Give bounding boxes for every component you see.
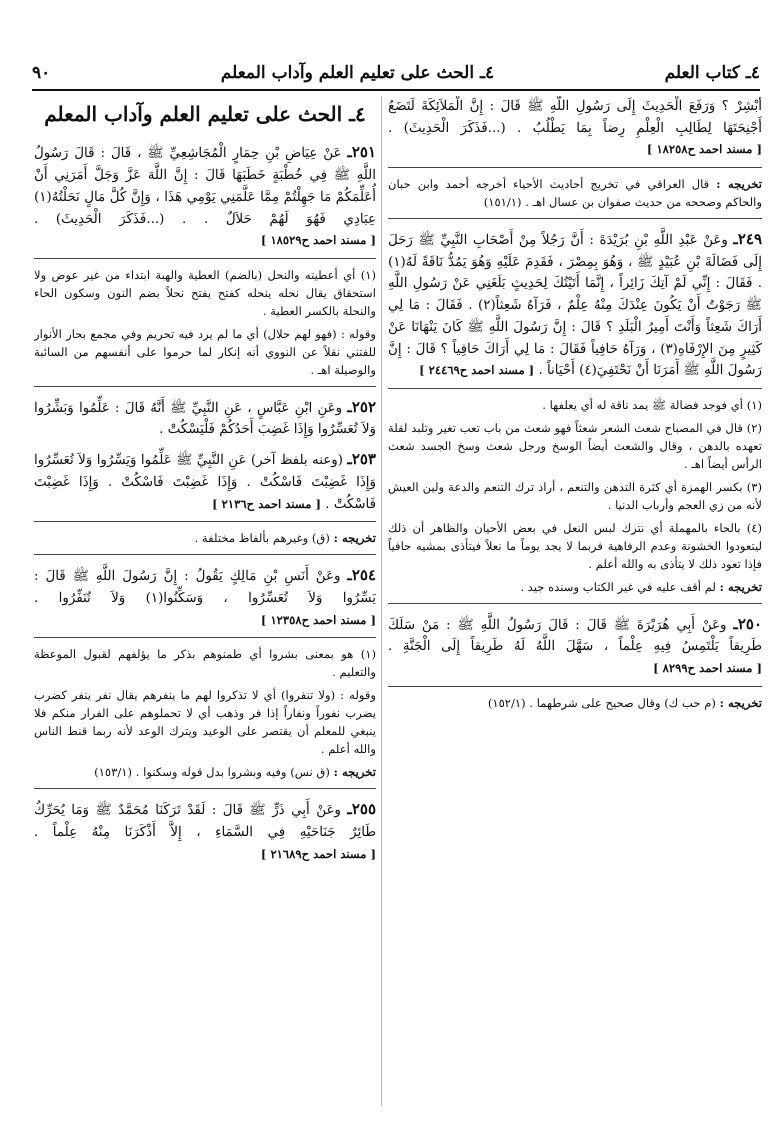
separator xyxy=(34,258,376,259)
hadith-text: (وعنه بلفظ آخر) عَنِ النَّبِيِّ ﷺ عَلِّمُوا وَيَسِّرُوا وَلاَ تُعَسِّرُوا وَإِذَا غَضِبْتَ فَاسْكُتْ . وَإِذَا غَضِبْتَ فَاسْكُتْ . وَإِذَا غَضِبْتَ فَاسْكُتْ . xyxy=(34,453,376,512)
hadith-text: عَنْ عِيَاضِ بْنِ حِمَارٍ الْمُجَاشِعِيِّ ﷺ ، قَالَ : قَالَ رَسُولُ اللَّهِ ﷺ فِي خُطْبَةٍ خَطَبَهَا قَالَ : إِنَّ اللَّهَ عَزَّ وَجَلَّ أَمَرَنِي أَنْ أُعَلِّمَكُمْ مَا جَهِلْتُمْ مِمَّا عَلَّمَنِي يَوْمِي هَذَا ، وَإِنَّ كُلَّ مَالٍ نَحَلْتُهُ(١) عِبَادِي فَهُوَ لَهُمْ حَلاَلٌ . . (...فَذَكَرَ الْحَدِيثَ) . xyxy=(34,146,376,227)
hadith-number: ٢٥٢ـ xyxy=(347,397,376,416)
separator xyxy=(34,521,376,522)
separator xyxy=(388,686,762,687)
column-divider xyxy=(381,96,382,1106)
hadith-source: [ مسند احمد ح١٢٣٥٨ ] xyxy=(260,612,376,627)
hadith-text: وعَنْ أَبِي ذَرٍّ ﷺ قَالَ : لَقَدْ تَرَكَنَا مُحَمَّدٌ ﷺ وَمَا يُحَرِّكُ طَائِرٌ جَنَاحَيْهِ فِي السَّمَاءِ ، إِلاَّ أَذْكَرَنَا مِنْهُ عِلْماً . xyxy=(34,803,376,840)
header-section: ٤ـ الحث على تعليم العلم وآداب المعلم xyxy=(220,63,495,83)
separator xyxy=(34,554,376,555)
hadith-number: ٢٥١ـ xyxy=(347,143,376,162)
takhrij-249 xyxy=(388,579,762,597)
hadith-252 xyxy=(34,395,376,441)
footnote: (١) هو بمعنى بشروا أي طمنوهم بذكر ما يؤلفهم لقبول الموعظة والتعليم . xyxy=(34,647,376,680)
hadith-248-continuation xyxy=(388,96,762,161)
separator xyxy=(34,788,376,789)
hadith-number: ٢٥٠ـ xyxy=(733,614,762,633)
hadith-number: ٢٥٣ـ xyxy=(347,450,376,469)
separator xyxy=(388,218,762,219)
hadith-255 xyxy=(34,797,376,865)
hadith-text: وعَنِ ابْنِ عَبَّاسٍ ، عَنِ النَّبِيِّ ﷺ أَنَّهُ قَالَ : عَلِّمُوا وَبَشِّرُوا وَلاَ تُعَسِّرُوا وَإِذَا غَضِبَ أَحَدُكُمْ فَلْيَسْكُتْ . xyxy=(34,400,376,438)
takhrij-253 xyxy=(34,530,376,548)
separator xyxy=(34,386,376,387)
takhrij-248 xyxy=(388,176,762,212)
footnote: (١) أي فوجد فضالة ﷺ يمد ناقة له أي يعلفها . xyxy=(542,397,762,412)
hadith-251 xyxy=(34,140,376,252)
takhrij-label: تخريجه : xyxy=(333,531,376,546)
hadith-249 xyxy=(388,227,762,382)
left-column xyxy=(34,96,376,1106)
takhrij-label: تخريجه : xyxy=(719,695,762,710)
hadith-text: وعَنْ أَبِي هُرَيْرَةَ ﷺ قَالَ : قَالَ رَسُولُ اللَّهِ ﷺ : مَنْ سَلَكَ طَرِيقاً يَلْتَمِسُ فِيهِ عِلْماً ، سَهَّلَ اللَّهُ لَهُ طَرِيقاً إِلَى الْجَنَّةِ . xyxy=(388,617,762,655)
hadith-source: [ مسند احمد ح٢١٦٨٩ ] xyxy=(260,846,376,861)
running-header xyxy=(32,58,760,88)
hadith-text: وعَنْ أَنَسِ بْنِ مَالِكٍ يَقُولُ : إِنَّ رَسُولَ اللَّهِ ﷺ قَالَ : يَسِّرُوا وَلاَ تُعَسِّرُوا ، وَسَكِّنُوا(١) وَلاَ تُنَفِّرُوا . xyxy=(34,569,376,606)
takhrij-label: تخريجه : xyxy=(333,765,376,780)
takhrij-250 xyxy=(388,695,762,713)
takhrij-label: تخريجه : xyxy=(716,177,762,192)
hadith-source: [ مسند احمد ح١٨٥٢٩ ] xyxy=(260,233,376,248)
takhrij-label: تخريجه : xyxy=(719,579,762,594)
takhrij-text: (م حب ك) وقال صحيح على شرطهما . (١٥٢/١) xyxy=(487,695,716,710)
hadith-source: [ مسند احمد ح١٨٢٥٨ ] xyxy=(646,142,762,157)
footnote: (١) أي أعطيته والنحل (بالضم) العطية والهبة ابتداء من غير عوض ولا استحقاق يقال نحله ينحله كفتح يفتح نحلاً بضم النون وسكون الحاء والنحلة بالكسر العطية . xyxy=(34,267,376,318)
hadith-number: ٢٤٩ـ xyxy=(733,230,762,249)
header-chapter: ٤ـ كتاب العلم xyxy=(664,63,760,83)
hadith-number: ٢٥٤ـ xyxy=(347,566,376,585)
takhrij-text: (ق نس) وفيه وبشروا بدل قوله وسكنوا . (١٥٣/١) xyxy=(94,765,330,780)
footnote: وقوله : (فهو لهم حلال) أي ما لم يرد فيه تحريم وفي مجمع بحار الأنوار للفتني نقلاً عن النووي أنه إنكار لما حرموا على أنفسهم من السائبة والوصيلة اهـ . xyxy=(34,326,376,377)
page-number: ٩٠ xyxy=(32,63,51,83)
hadith-text: وعَنْ عَبْدِ اللَّهِ بْنِ بُرَيْدَةَ : أَنَّ رَجُلاً مِنْ أَصْحَابِ النَّبِيِّ ﷺ رَحَلَ إِلَى فَضَالَةَ بْنِ عُبَيْدٍ ﷺ ، وَهُوَ بِمِصْرَ ، فَقَدِمَ عَلَيْهِ وَهُوَ يَمُدُّ نَاقَةً لَهُ(١) . فَقَالَ : إِنِّي لَمْ آتِكَ زَائِراً ، إِنَّمَا أَتَيْتُكَ لِحَدِيثٍ بَلَغَنِي عَنْ رَسُولِ اللَّهِ ﷺ رَجَوْتُ أَنْ يَكُونَ عِنْدَكَ مِنْهُ عِلْمٌ ، فَرَآهُ شَعِثاً(٢) . فَقَالَ : مَا لِي أَرَاكَ شَعِثاً وَأَنْتَ أَمِيرُ الْبَلَدِ ؟ قَالَ : إِنَّ رَسُولَ اللَّهِ ﷺ كَانَ يَنْهَانَا عَنْ كَثِيرٍ مِنَ الإِرْفَاهِ(٣) ، وَرَآهُ حَافِياً فَقَالَ : مَا لِي أَرَاكَ حَافِياً ؟ قَالَ : إِنَّ رَسُولَ اللَّهِ ﷺ أَمَرَنَا أَنْ نَحْتَفِيَ(٤) أَحْيَاناً . xyxy=(388,233,762,379)
takhrij-text: قال العراقي في تخريج أحاديث الأحياء أخرجه أحمد وابن حبان والحاكم وصححه من حديث صفوان بن عسال اهـ . (١٥١/١) xyxy=(388,177,762,210)
header-rule xyxy=(32,89,760,91)
separator xyxy=(34,637,376,638)
footnote: (٤) بالحاء بالمهملة أي نترك لبس النعل في بعض الأحيان والظاهر أن ذلك ليتعودوا الخشونة وعدم الرفاهية فربما لا يجد يوماً ما نعلاً فيتأذى بمشيه حافياً فإذا تعود ذلك لا يتأذى به والله أعلم . xyxy=(388,520,762,571)
footnote: (٢) قال في المصباح شعث الشعر شعثاً فهو شعث من باب تعب تغير وتلبد لقلة تعهده بالدهن ، وقال والشعث أيضاً الوسخ ورجل شعث وسخ الجسد شعث الرأس أيضاً اهـ . xyxy=(388,420,762,471)
hadith-250 xyxy=(388,612,762,680)
hadith-source: [ مسند احمد ح٢١٣٦ ] xyxy=(212,496,321,511)
separator xyxy=(388,388,762,389)
separator xyxy=(388,167,762,168)
footnote: (٣) بكسر الهمزة أي كثرة التدهن والتنعم ، أراد ترك التنعم والدعة ولين العيش لأنه من زي العجم وأرباب الدنيا . xyxy=(388,479,762,512)
hadith-253 xyxy=(34,447,376,515)
hadith-source: [ مسند احمد ح٢٤٤٦٩ ] xyxy=(419,363,535,378)
hadith-254 xyxy=(34,563,376,631)
right-column xyxy=(388,96,762,1106)
takhrij-254 xyxy=(34,764,376,782)
footnote: وقوله : (ولا تنفروا) أي لا تذكروا لهم ما ينفرهم يقال نفر ينفر كضرب يضرب نفوراً ونفاراً إذا فر وذهب أي لا تحملوهم على الفرار منكم فلا ينبغي للمعلم أن يقتصر على الوعيد ويترك الوعد لأنه ربما قنط الناس والله أعلم . xyxy=(34,688,376,757)
hadith-number: ٢٥٥ـ xyxy=(347,800,376,819)
takhrij-text: (ق) وغيرهم بألفاظ مختلفة . xyxy=(194,531,330,546)
separator xyxy=(388,603,762,604)
hadith-text: أَبْشِرْ ؟ وَرَفَعَ الْحَدِيثَ إِلَى رَسُولِ اللَّهِ ﷺ قَالَ : إِنَّ الْمَلاَئِكَةَ لَتَضَعُ أَجْنِحَتَهَا لِطَالِبِ الْعِلْمِ رِضاً بِمَا يَطْلُبُ . (...فَذَكَرَ الْحَدِيثَ) . xyxy=(388,99,762,136)
takhrij-text: لم أقف عليه في غير الكتاب وسنده جيد . xyxy=(520,579,716,594)
section-title: ٤ـ الحث على تعليم العلم وآداب المعلم xyxy=(44,102,366,126)
hadith-source: [ مسند احمد ح٨٢٩٩ ] xyxy=(653,661,762,676)
